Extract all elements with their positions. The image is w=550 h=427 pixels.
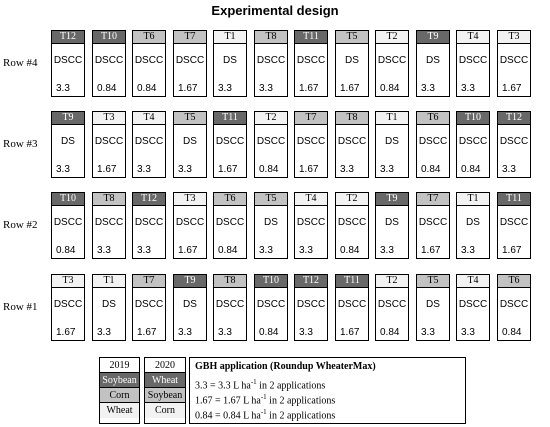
plot-treatment-label: T10 (93, 31, 125, 44)
plot-gbh-rate: 1.67 (299, 164, 319, 175)
plot-crop-system: DSCC (256, 299, 286, 310)
plot-gbh-rate: 1.67 (97, 164, 117, 175)
legend-2019-header: 2019 (100, 358, 139, 373)
plot-crop-system: DSCC (418, 136, 448, 147)
plot-gbh-rate: 1.67 (299, 83, 319, 94)
plot-gbh-rate: 3.3 (178, 327, 192, 338)
plot-treatment-label: T1 (214, 31, 246, 44)
plot-cell (294, 30, 328, 97)
plot-crop-system: DSCC (215, 299, 245, 310)
plot-crop-system: DSCC (499, 217, 529, 228)
plot-crop-system: DSCC (418, 217, 448, 228)
plot-treatment-label: T3 (498, 31, 530, 44)
plot-gbh-rate: 0.84 (218, 245, 238, 256)
plot-crop-system: DSCC (499, 136, 529, 147)
plot-treatment-label: T12 (52, 31, 84, 44)
plot-gbh-rate: 3.3 (56, 83, 70, 94)
plot-treatment-label: T10 (255, 275, 287, 288)
plot-crop-system: DSCC (377, 299, 407, 310)
plot-crop-system: DS (466, 217, 480, 228)
plot-cell (92, 192, 126, 259)
plot-treatment-label: T6 (133, 31, 165, 44)
plot-treatment-label: T4 (295, 193, 327, 206)
plot-gbh-rate: 0.84 (137, 83, 157, 94)
plot-crop-system: DSCC (296, 55, 326, 66)
legend-2019-item: Wheat (100, 403, 139, 418)
legend-2019-item: Soybean (100, 373, 139, 388)
plot-cell (132, 30, 166, 97)
plot-gbh-rate: 0.84 (56, 245, 76, 256)
plot-crop-system: DSCC (134, 136, 164, 147)
plot-treatment-label: T2 (336, 193, 368, 206)
plot-crop-system: DSCC (134, 299, 164, 310)
plot-treatment-label: T8 (214, 275, 246, 288)
plot-gbh-rate: 1.67 (421, 245, 441, 256)
plot-gbh-rate: 1.67 (502, 245, 522, 256)
plot-treatment-label: T9 (417, 31, 449, 44)
plot-cell (213, 30, 247, 97)
plot-cell (456, 111, 490, 178)
plot-gbh-rate: 0.84 (461, 164, 481, 175)
plot-crop-system: DS (183, 299, 197, 310)
plot-treatment-label: T5 (174, 112, 206, 125)
plot-cell (456, 274, 490, 341)
legend-gbh-line: 0.84 = 0.84 L $ha^{-1}$ in 2 applications (195, 408, 336, 422)
plot-cell (335, 192, 369, 259)
plot-cell (294, 274, 328, 341)
plot-gbh-rate: 3.3 (461, 83, 475, 94)
plot-gbh-rate: 3.3 (340, 164, 354, 175)
plot-crop-system: DSCC (296, 217, 326, 228)
plot-cell (132, 111, 166, 178)
plot-crop-system: DSCC (458, 55, 488, 66)
row-label: Row #4 (3, 57, 38, 69)
plot-gbh-rate: 3.3 (299, 327, 313, 338)
plot-treatment-label: T8 (336, 112, 368, 125)
plot-cell (294, 111, 328, 178)
plot-crop-system: DSCC (296, 136, 326, 147)
plot-treatment-label: T12 (295, 275, 327, 288)
plot-crop-system: DSCC (296, 299, 326, 310)
plot-crop-system: DS (345, 55, 359, 66)
plot-crop-system: DS (183, 136, 197, 147)
plot-crop-system: DSCC (175, 55, 205, 66)
plot-gbh-rate: 0.84 (380, 83, 400, 94)
plot-treatment-label: T9 (52, 112, 84, 125)
plot-crop-system: DS (426, 299, 440, 310)
plot-treatment-label: T11 (498, 193, 530, 206)
plot-crop-system: DSCC (499, 299, 529, 310)
plot-treatment-label: T1 (376, 112, 408, 125)
plot-gbh-rate: 1.67 (137, 327, 157, 338)
row-label: Row #2 (3, 219, 38, 231)
plot-crop-system: DSCC (94, 55, 124, 66)
plot-gbh-rate: 3.3 (421, 83, 435, 94)
plot-gbh-rate: 0.84 (259, 164, 279, 175)
plot-cell (375, 274, 409, 341)
plot-cell (497, 192, 531, 259)
row-label: Row #3 (3, 138, 38, 150)
plot-crop-system: DSCC (94, 136, 124, 147)
plot-treatment-label: T6 (498, 275, 530, 288)
legend-2020-item: Wheat (145, 373, 185, 388)
plot-treatment-label: T4 (457, 31, 489, 44)
plot-gbh-rate: 1.67 (218, 164, 238, 175)
plot-treatment-label: T8 (93, 193, 125, 206)
plot-gbh-rate: 3.3 (259, 83, 273, 94)
plot-cell (173, 30, 207, 97)
plot-cell (173, 192, 207, 259)
legend-2019-item: Corn (100, 388, 139, 403)
plot-cell (132, 192, 166, 259)
plot-treatment-label: T10 (52, 193, 84, 206)
legend-2020-column (144, 357, 186, 424)
plot-gbh-rate: 1.67 (178, 83, 198, 94)
plot-gbh-rate: 3.3 (461, 245, 475, 256)
plot-treatment-label: T7 (417, 193, 449, 206)
plot-cell (497, 30, 531, 97)
plot-treatment-label: T4 (133, 112, 165, 125)
plot-crop-system: DS (61, 136, 75, 147)
plot-treatment-label: T6 (417, 112, 449, 125)
plot-crop-system: DSCC (134, 55, 164, 66)
plot-cell (456, 30, 490, 97)
plot-gbh-rate: 1.67 (56, 327, 76, 338)
plot-treatment-label: T2 (376, 31, 408, 44)
plot-cell (335, 274, 369, 341)
legend-2020-item: Soybean (145, 388, 185, 403)
plot-crop-system: DS (223, 55, 237, 66)
plot-cell (132, 274, 166, 341)
plot-crop-system: DSCC (256, 136, 286, 147)
plot-gbh-rate: 0.84 (421, 164, 441, 175)
plot-cell (416, 192, 450, 259)
plot-crop-system: DS (385, 136, 399, 147)
plot-gbh-rate: 0.84 (340, 245, 360, 256)
plot-cell (92, 274, 126, 341)
plot-cell (51, 111, 85, 178)
plot-cell (254, 111, 288, 178)
plot-crop-system: DS (102, 299, 116, 310)
plot-treatment-label: T9 (376, 193, 408, 206)
plot-cell (416, 30, 450, 97)
plot-gbh-rate: 1.67 (502, 83, 522, 94)
plot-treatment-label: T10 (457, 112, 489, 125)
plot-crop-system: DSCC (134, 217, 164, 228)
plot-gbh-rate: 1.67 (340, 327, 360, 338)
plot-gbh-rate: 3.3 (97, 245, 111, 256)
plot-gbh-rate: 3.3 (299, 245, 313, 256)
plot-cell (294, 192, 328, 259)
plot-gbh-rate: 1.67 (340, 83, 360, 94)
plot-crop-system: DSCC (337, 217, 367, 228)
legend-2019-column (99, 357, 140, 424)
plot-cell (173, 111, 207, 178)
plot-treatment-label: T8 (255, 31, 287, 44)
plot-crop-system: DSCC (256, 55, 286, 66)
plot-crop-system: DSCC (499, 55, 529, 66)
plot-gbh-rate: 0.84 (259, 327, 279, 338)
plot-treatment-label: T3 (52, 275, 84, 288)
plot-cell (213, 111, 247, 178)
plot-crop-system: DSCC (458, 136, 488, 147)
plot-cell (416, 274, 450, 341)
plot-cell (254, 192, 288, 259)
plot-crop-system: DS (264, 217, 278, 228)
plot-treatment-label: T5 (417, 275, 449, 288)
plot-gbh-rate: 3.3 (259, 245, 273, 256)
plot-crop-system: DSCC (215, 217, 245, 228)
plot-treatment-label: T5 (255, 193, 287, 206)
plot-treatment-label: T7 (174, 31, 206, 44)
plot-treatment-label: T5 (336, 31, 368, 44)
plot-gbh-rate: 3.3 (380, 164, 394, 175)
legend-gbh-line: 3.3 = 3.3 L $ha^{-1}$ in 2 applications (195, 378, 326, 392)
plot-cell (254, 274, 288, 341)
plot-gbh-rate: 3.3 (97, 327, 111, 338)
plot-cell (51, 192, 85, 259)
plot-treatment-label: T3 (174, 193, 206, 206)
plot-treatment-label: T6 (214, 193, 246, 206)
plot-cell (497, 274, 531, 341)
plot-gbh-rate: 3.3 (218, 83, 232, 94)
plot-cell (335, 30, 369, 97)
plot-cell (375, 30, 409, 97)
plot-cell (213, 274, 247, 341)
plot-treatment-label: T3 (93, 112, 125, 125)
plot-treatment-label: T11 (214, 112, 246, 125)
plot-crop-system: DSCC (337, 299, 367, 310)
plot-treatment-label: T2 (376, 275, 408, 288)
plot-treatment-label: T1 (457, 193, 489, 206)
plot-gbh-rate: 3.3 (218, 327, 232, 338)
plot-gbh-rate: 3.3 (137, 164, 151, 175)
row-label: Row #1 (3, 301, 38, 313)
plot-gbh-rate: 3.3 (421, 327, 435, 338)
plot-crop-system: DSCC (215, 136, 245, 147)
plot-crop-system: DSCC (53, 55, 83, 66)
plot-treatment-label: T12 (133, 193, 165, 206)
plot-gbh-rate: 3.3 (137, 245, 151, 256)
legend-2020-header: 2020 (145, 358, 185, 373)
plot-cell (375, 192, 409, 259)
plot-cell (173, 274, 207, 341)
plot-crop-system: DS (385, 217, 399, 228)
plot-crop-system: DSCC (53, 299, 83, 310)
plot-cell (497, 111, 531, 178)
plot-treatment-label: T11 (336, 275, 368, 288)
plot-gbh-rate: 3.3 (56, 164, 70, 175)
plot-treatment-label: T2 (255, 112, 287, 125)
legend-gbh-title: GBH application (Roundup WheaterMax) (195, 361, 376, 372)
plot-treatment-label: T7 (133, 275, 165, 288)
plot-gbh-rate: 0.84 (502, 327, 522, 338)
plot-crop-system: DSCC (175, 217, 205, 228)
plot-cell (51, 274, 85, 341)
plot-treatment-label: T12 (498, 112, 530, 125)
legend-2020-item: Corn (145, 403, 185, 418)
plot-gbh-rate: 1.67 (178, 245, 198, 256)
plot-gbh-rate: 3.3 (461, 327, 475, 338)
plot-cell (92, 111, 126, 178)
plot-treatment-label: T4 (457, 275, 489, 288)
plot-crop-system: DSCC (53, 217, 83, 228)
plot-cell (375, 111, 409, 178)
plot-crop-system: DSCC (337, 136, 367, 147)
plot-cell (416, 111, 450, 178)
plot-gbh-rate: 3.3 (380, 245, 394, 256)
plot-gbh-rate: 0.84 (97, 83, 117, 94)
plot-crop-system: DSCC (94, 217, 124, 228)
plot-gbh-rate: 3.3 (502, 164, 516, 175)
plot-cell (213, 192, 247, 259)
plot-crop-system: DSCC (458, 299, 488, 310)
legend-gbh-line: 1.67 = 1.67 L $ha^{-1}$ in 2 applications (195, 393, 336, 407)
plot-gbh-rate: 0.84 (380, 327, 400, 338)
legend-gbh-box (189, 357, 466, 424)
plot-cell (335, 111, 369, 178)
plot-gbh-rate: 3.3 (178, 164, 192, 175)
diagram-title: Experimental design (211, 3, 339, 18)
plot-treatment-label: T7 (295, 112, 327, 125)
plot-cell (51, 30, 85, 97)
plot-treatment-label: T9 (174, 275, 206, 288)
plot-crop-system: DS (426, 55, 440, 66)
plot-treatment-label: T1 (93, 275, 125, 288)
plot-cell (92, 30, 126, 97)
plot-cell (254, 30, 288, 97)
plot-treatment-label: T11 (295, 31, 327, 44)
plot-crop-system: DSCC (377, 55, 407, 66)
plot-cell (456, 192, 490, 259)
